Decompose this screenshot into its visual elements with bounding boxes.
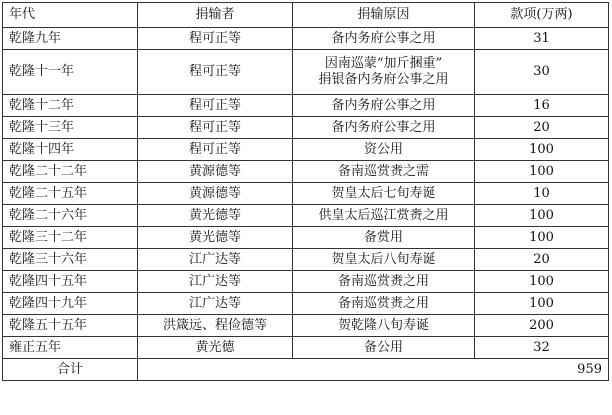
cell-donor: 黄源德等	[138, 161, 293, 183]
cell-reason-line: 备南巡赏赉之用	[337, 273, 429, 289]
cell-year: 乾隆十三年	[3, 117, 138, 139]
table-row	[3, 95, 609, 117]
cell-reason	[293, 117, 475, 139]
cell-donor: 黄光德等	[138, 227, 293, 249]
cell-donor: 江广达等	[138, 271, 293, 293]
cell-year: 雍正五年	[3, 337, 138, 359]
total-label: 合计	[3, 359, 138, 381]
cell-year: 乾隆二十二年	[3, 161, 138, 183]
cell-amount: 20	[475, 117, 609, 139]
cell-amount: 100	[475, 205, 609, 227]
table-body	[3, 28, 609, 359]
cell-donor: 江广达等	[138, 249, 293, 271]
header-reason: 捐输原因	[293, 3, 475, 28]
cell-year: 乾隆三十六年	[3, 249, 138, 271]
cell-reason	[293, 337, 475, 359]
cell-donor: 程可正等	[138, 139, 293, 161]
table-row	[3, 315, 609, 337]
cell-reason	[293, 139, 475, 161]
cell-year: 乾隆四十五年	[3, 271, 138, 293]
header-year: 年代	[3, 3, 138, 28]
cell-amount: 31	[475, 28, 609, 50]
cell-reason-line: 资公用	[363, 141, 403, 157]
cell-donor: 黄光德	[138, 337, 293, 359]
cell-reason	[293, 205, 475, 227]
cell-year: 乾隆十二年	[3, 95, 138, 117]
cell-amount: 10	[475, 183, 609, 205]
cell-reason	[293, 183, 475, 205]
header-donor: 捐输者	[138, 3, 293, 28]
cell-year: 乾隆四十九年	[3, 293, 138, 315]
cell-year: 乾隆二十五年	[3, 183, 138, 205]
cell-amount: 20	[475, 249, 609, 271]
cell-reason-line: 备南巡赏赉之需	[337, 163, 429, 179]
table-row	[3, 337, 609, 359]
table-row	[3, 205, 609, 227]
table-row	[3, 249, 609, 271]
cell-donor: 黄光德等	[138, 205, 293, 227]
cell-reason	[293, 95, 475, 117]
cell-reason-line: 备赏用	[363, 229, 403, 245]
cell-reason	[293, 28, 475, 50]
cell-amount: 200	[475, 315, 609, 337]
header-amount: 款项(万两)	[475, 3, 609, 28]
cell-amount: 32	[475, 337, 609, 359]
table-row	[3, 227, 609, 249]
cell-amount: 16	[475, 95, 609, 117]
donation-table	[2, 2, 609, 381]
table-header-row	[3, 3, 609, 28]
total-row	[3, 359, 609, 381]
table-row	[3, 50, 609, 95]
cell-amount: 100	[475, 293, 609, 315]
cell-donor: 程可正等	[138, 50, 293, 95]
cell-reason-line: 备内务府公事之用	[331, 97, 436, 113]
cell-amount: 100	[475, 271, 609, 293]
cell-donor: 洪箴远、程俭德等	[138, 315, 293, 337]
cell-year: 乾隆二十六年	[3, 205, 138, 227]
cell-donor: 江广达等	[138, 293, 293, 315]
cell-reason-line: 因南巡蒙“加斤捆重”	[324, 56, 443, 71]
cell-reason-line: 备内务府公事之用	[331, 30, 436, 46]
cell-reason	[293, 249, 475, 271]
cell-reason-line: 贺皇太后八旬寿诞	[331, 251, 436, 267]
cell-donor: 程可正等	[138, 117, 293, 139]
table-row	[3, 183, 609, 205]
cell-reason-line: 贺皇太后七旬寿诞	[331, 185, 436, 201]
cell-year: 乾隆十四年	[3, 139, 138, 161]
cell-reason-line: 备内务府公事之用	[331, 119, 436, 135]
cell-reason	[293, 50, 475, 95]
cell-year: 乾隆三十二年	[3, 227, 138, 249]
table-row	[3, 271, 609, 293]
table-row	[3, 293, 609, 315]
cell-donor: 程可正等	[138, 28, 293, 50]
cell-donor: 程可正等	[138, 95, 293, 117]
cell-reason	[293, 315, 475, 337]
cell-amount: 100	[475, 227, 609, 249]
cell-reason	[293, 227, 475, 249]
cell-reason-line: 供皇太后巡江赏赉之用	[318, 207, 449, 223]
cell-reason-line: 贺乾隆八旬寿诞	[337, 317, 429, 333]
cell-donor: 黄源德等	[138, 183, 293, 205]
cell-amount: 100	[475, 139, 609, 161]
table-row	[3, 117, 609, 139]
cell-reason	[293, 293, 475, 315]
cell-reason-line: 备公用	[363, 339, 403, 355]
total-value: 959	[138, 359, 609, 381]
table-row	[3, 139, 609, 161]
cell-year: 乾隆十一年	[3, 50, 138, 95]
table-row	[3, 161, 609, 183]
cell-amount: 30	[475, 50, 609, 95]
table-row	[3, 28, 609, 50]
cell-amount: 100	[475, 161, 609, 183]
cell-reason	[293, 271, 475, 293]
cell-year: 乾隆五十五年	[3, 315, 138, 337]
cell-reason-line: 备南巡赏赉之用	[337, 295, 429, 311]
cell-reason-line: 捐银备内务府公事之用	[318, 72, 449, 87]
cell-year: 乾隆九年	[3, 28, 138, 50]
cell-reason	[293, 161, 475, 183]
